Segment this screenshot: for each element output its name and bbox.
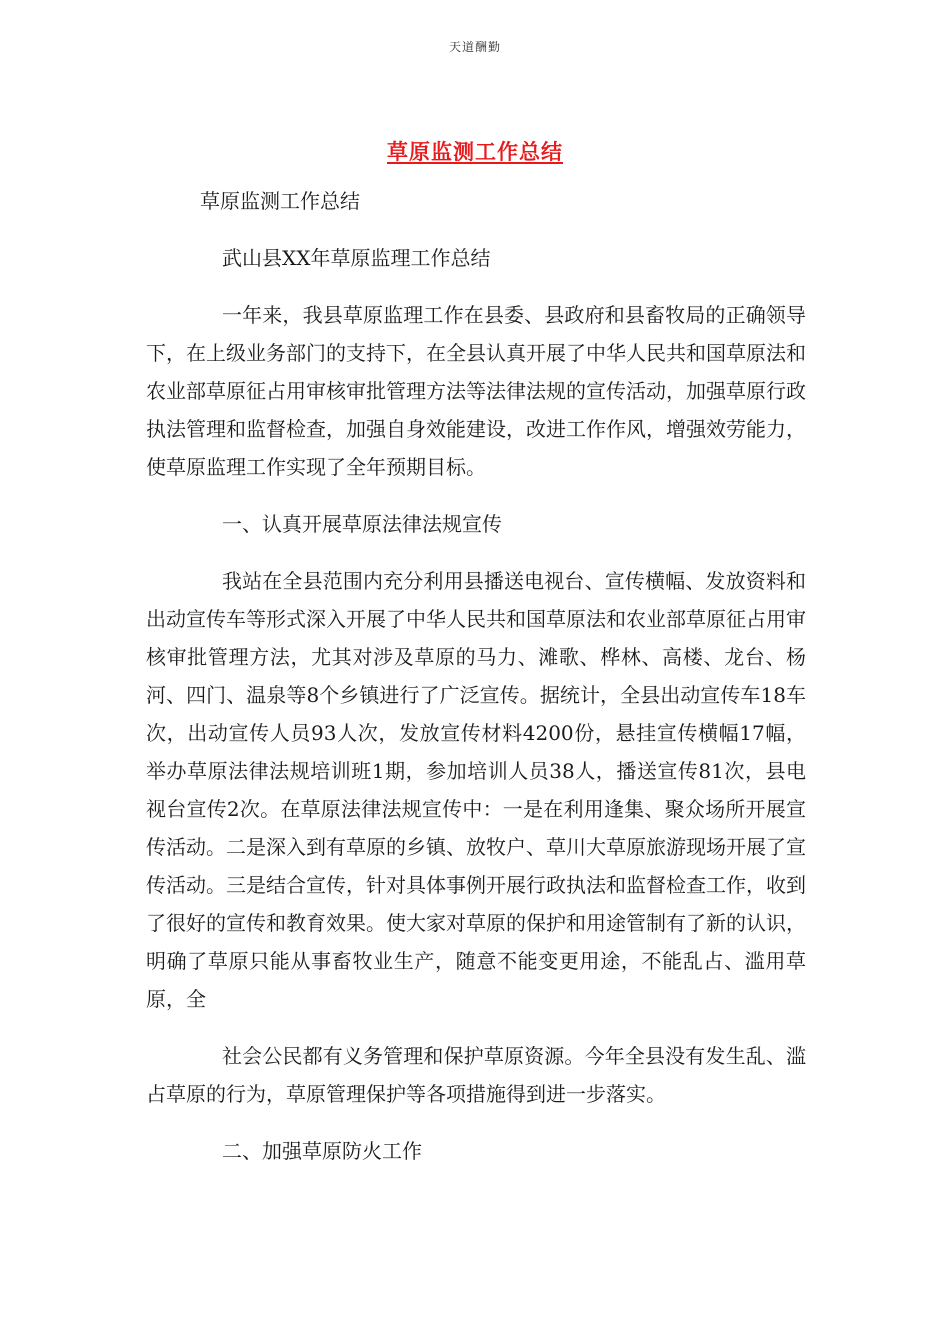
paragraph-publicity-continued: 社会公民都有义务管理和保护草原资源。今年全县没有发生乱、滥占草原的行为，草原管理保护等各项措施得到进一步落实。 <box>146 1044 806 1106</box>
section-heading-2: 二、加强草原防火工作 <box>222 1139 422 1163</box>
page-header: 天道酬勤 <box>448 40 501 54</box>
report-title: 武山县XX年草原监理工作总结 <box>222 246 491 270</box>
paragraph-intro: 一年来，我县草原监理工作在县委、县政府和县畜牧局的正确领导下，在上级业务部门的支持下，在全县认真开展了中华人民共和国草原法和农业部草原征占用审核审批管理方法等法律法规的宣传活动，加强草原行政执法管理和监督检查，加强自身效能建设，改进工作作风，增强效劳能力，使草原监理工作实现了全年预期目标。 <box>146 303 806 479</box>
document-title: 草原监测工作总结 <box>387 140 563 164</box>
section-heading-1: 一、认真开展草原法律法规宣传 <box>222 512 502 536</box>
document-subtitle: 草原监测工作总结 <box>200 189 360 213</box>
paragraph-publicity: 我站在全县范围内充分利用县播送电视台、宣传横幅、发放资料和出动宣传车等形式深入开展了中华人民共和国草原法和农业部草原征占用审核审批管理方法，尤其对涉及草原的马力、滩歌、桦林、高楼、龙台、杨河、四门、温泉等8个乡镇进行了广泛宣传。据统计，全县出动宣传车18车次，出动宣传人员93人次，发放宣传材料4200份，悬挂宣传横幅17幅，举办草原法律法规培训班1期，参加培训人员38人，播送宣传81次，县电视台宣传2次。在草原法律法规宣传中：一是在利用逢集、聚众场所开展宣传活动。二是深入到有草原的乡镇、放牧户、草川大草原旅游现场开展了宣传活动。三是结合宣传，针对具体事例开展行政执法和监督检查工作，收到了很好的宣传和教育效果。使大家对草原的保护和用途管制有了新的认识，明确了草原只能从事畜牧业生产，随意不能变更用途，不能乱占、滥用草原，全 <box>146 569 806 1011</box>
document-body <box>146 182 806 1189</box>
